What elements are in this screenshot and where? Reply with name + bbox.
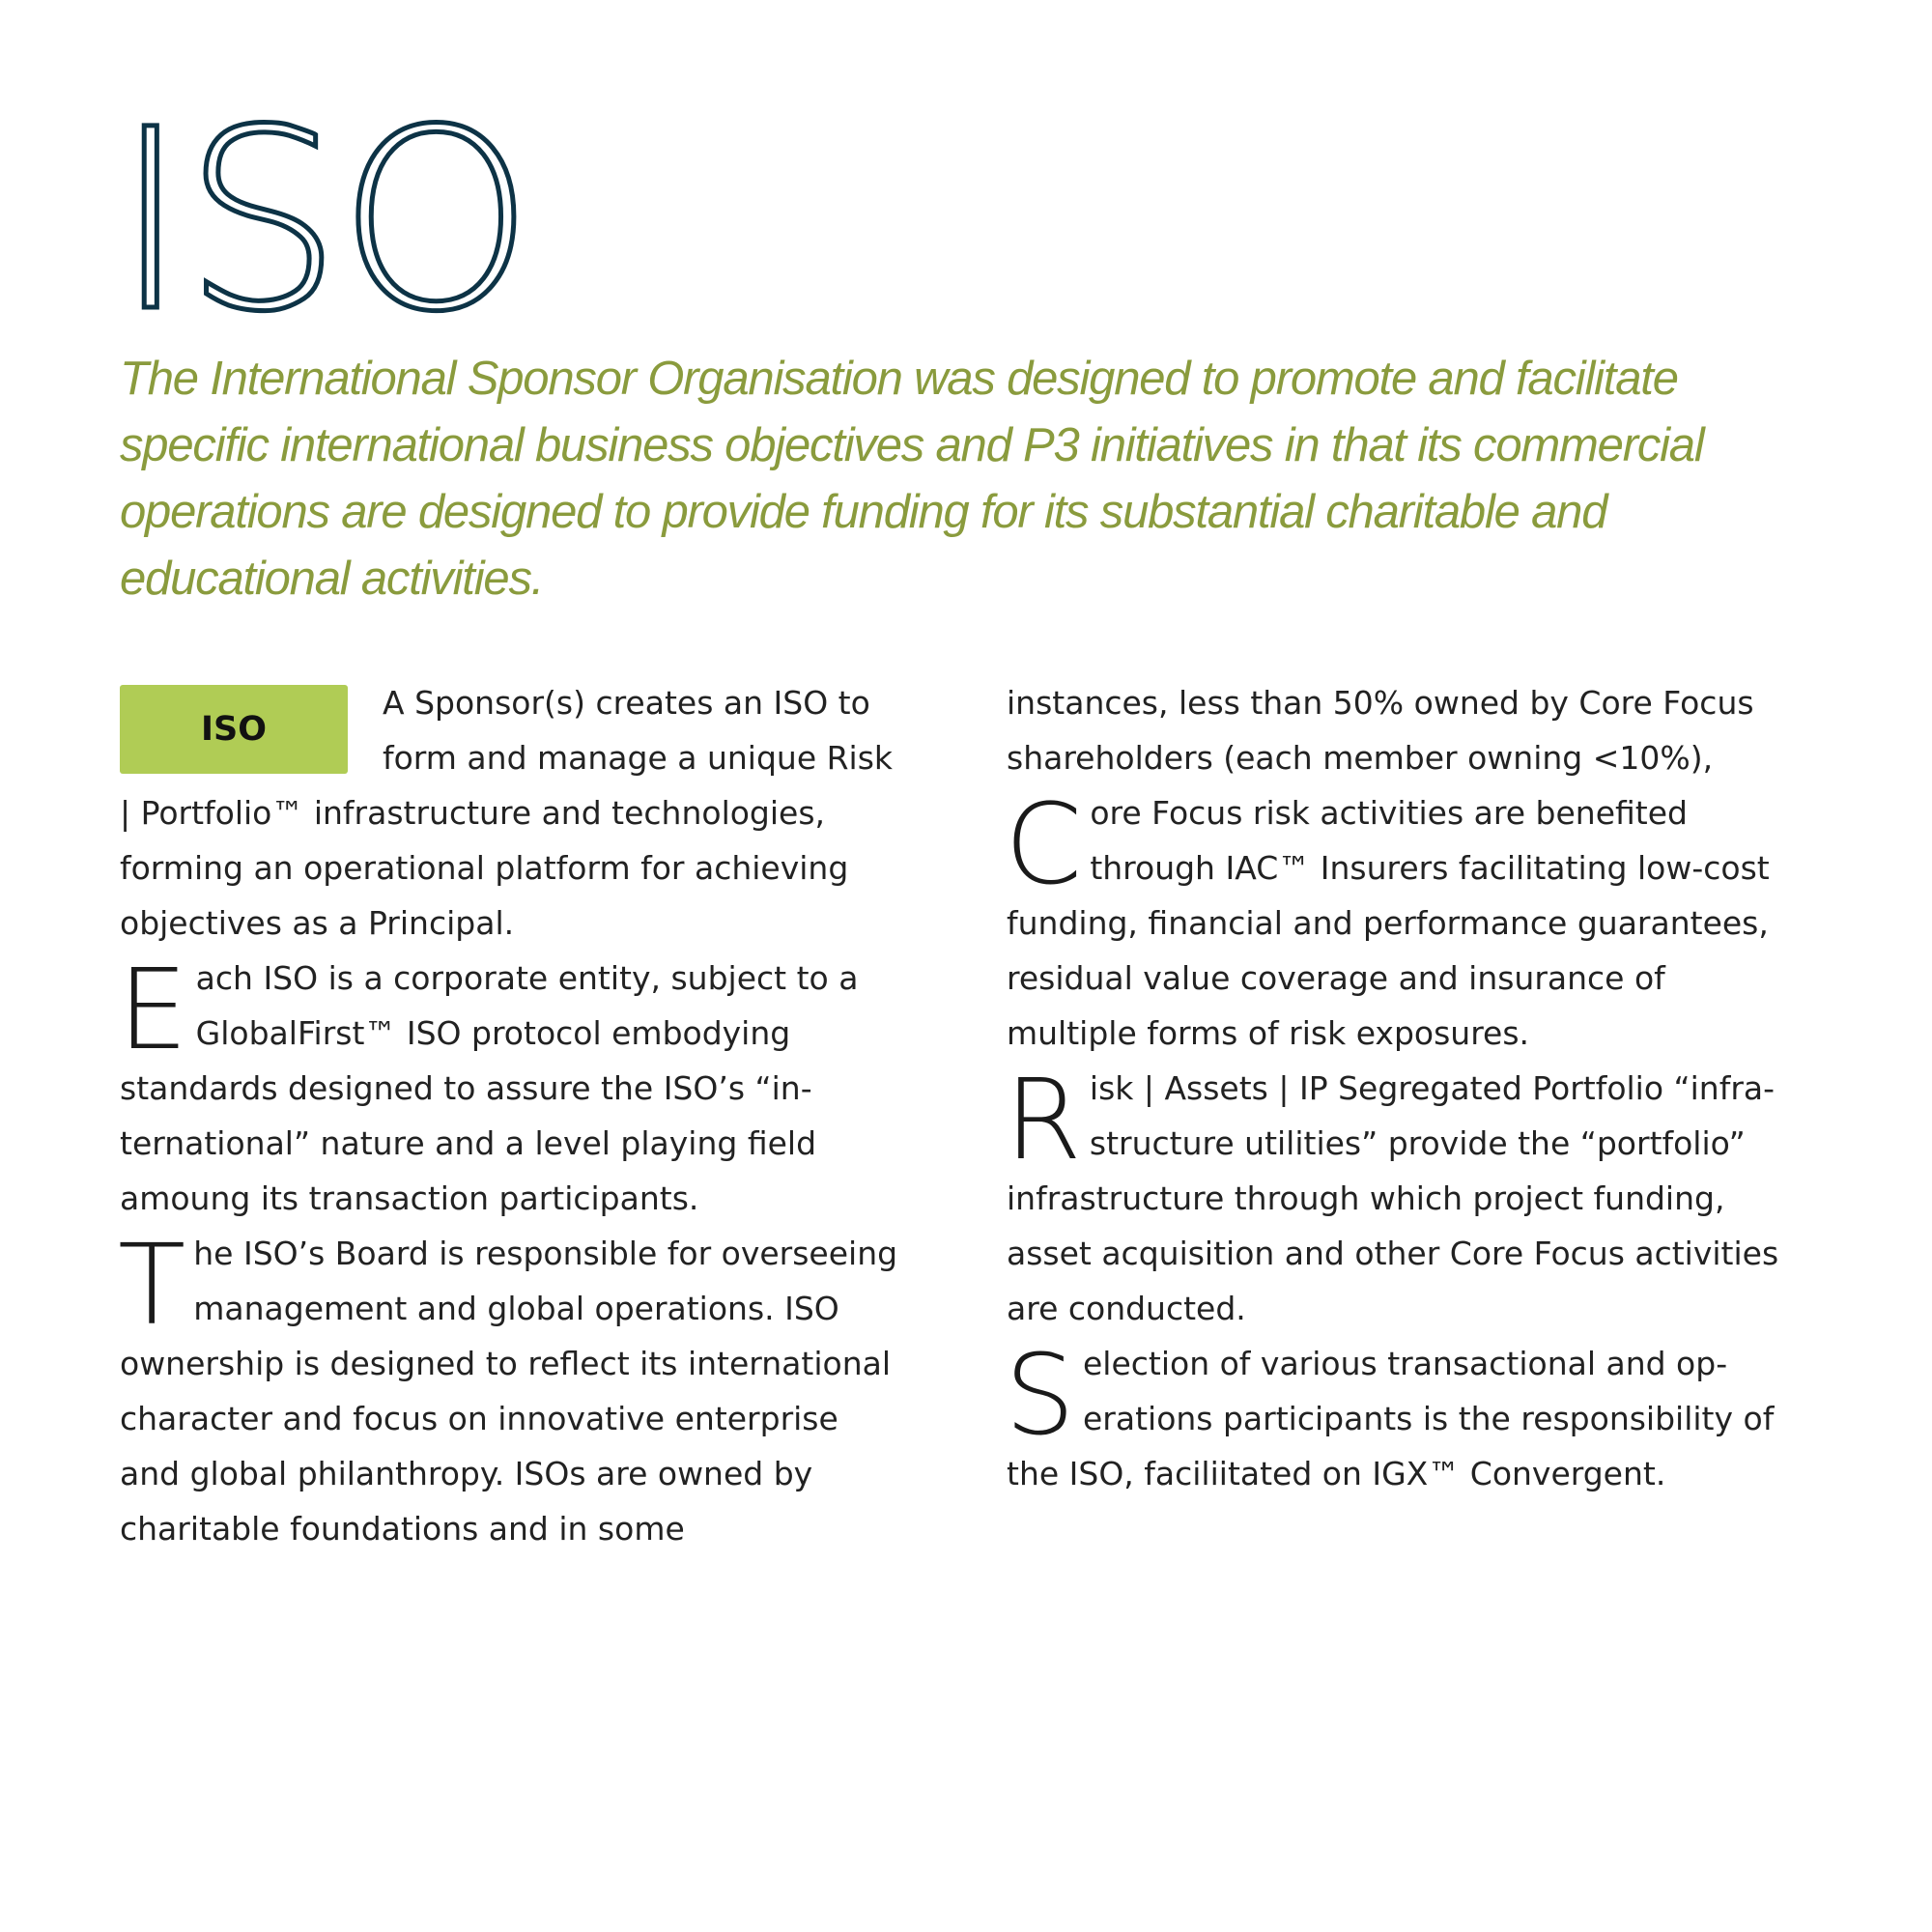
paragraph-text: ach ISO is a corporate entity, subject to a GlobalFirst™ ISO protocol embodying standards designed to assure the ISO’s “international” nature and a level playing field amoung its transaction participants. <box>120 959 859 1217</box>
drop-cap: T <box>118 1221 186 1350</box>
paragraph-risk-assets <box>1005 1056 1789 1336</box>
paragraph-text: A Sponsor(s) creates an ISO to form and manage a unique Risk | Portfolio™ infrastructure and technologies, forming an operational platform for achieving objectives as a Principal. <box>120 684 894 942</box>
paragraph-text: he ISO’s Board is responsible for overseeing management and global operations. ISO ownership is designed to reflect its international character and focus on innovative enterprise and global philanthropy. ISOs are owned by charitable foundations and in some <box>120 1235 898 1548</box>
drop-cap: S <box>1005 1331 1075 1461</box>
paragraph-text: election of various transactional and operations participants is the responsibility of the ISO, faciliitated on IGX™ Convergent. <box>1007 1345 1775 1492</box>
paragraph-ownership-cont <box>1007 675 1789 785</box>
left-column <box>120 675 902 1556</box>
intro-paragraph <box>120 675 902 951</box>
paragraph-text: ore Focus risk activities are benefited through IAC™ Insurers facilitating low-cost funding, financial and performance guarantees, residual value coverage and insurance of multiple forms of risk exposures. <box>1007 794 1770 1052</box>
paragraph-core-focus <box>1005 781 1789 1061</box>
paragraph-text: instances, less than 50% owned by Core Focus shareholders (each member owning <10%), <box>1007 684 1754 777</box>
paragraph-selection <box>1005 1331 1789 1501</box>
drop-cap: E <box>118 946 188 1075</box>
lead-paragraph: The International Sponsor Organisation was designed to promote and facilitate specific international business objectives and P3 initiatives in that its commercial operations are designed to provide funding for its substantial charitable and educational activities. <box>120 353 1704 605</box>
iso-badge: ISO <box>120 685 348 774</box>
page-title: ISO <box>114 76 530 366</box>
drop-cap: C <box>1005 781 1083 910</box>
paragraph-text: isk | Assets | IP Segregated Portfolio “infrastructure utilities” provide the “portfolio” infrastructure through which project funding, asset acquisition and other Core Focus activities are conducted. <box>1007 1069 1779 1327</box>
paragraph-board <box>118 1221 902 1556</box>
right-column <box>1007 675 1789 1501</box>
drop-cap: R <box>1005 1056 1082 1185</box>
paragraph-each-iso <box>118 946 902 1226</box>
